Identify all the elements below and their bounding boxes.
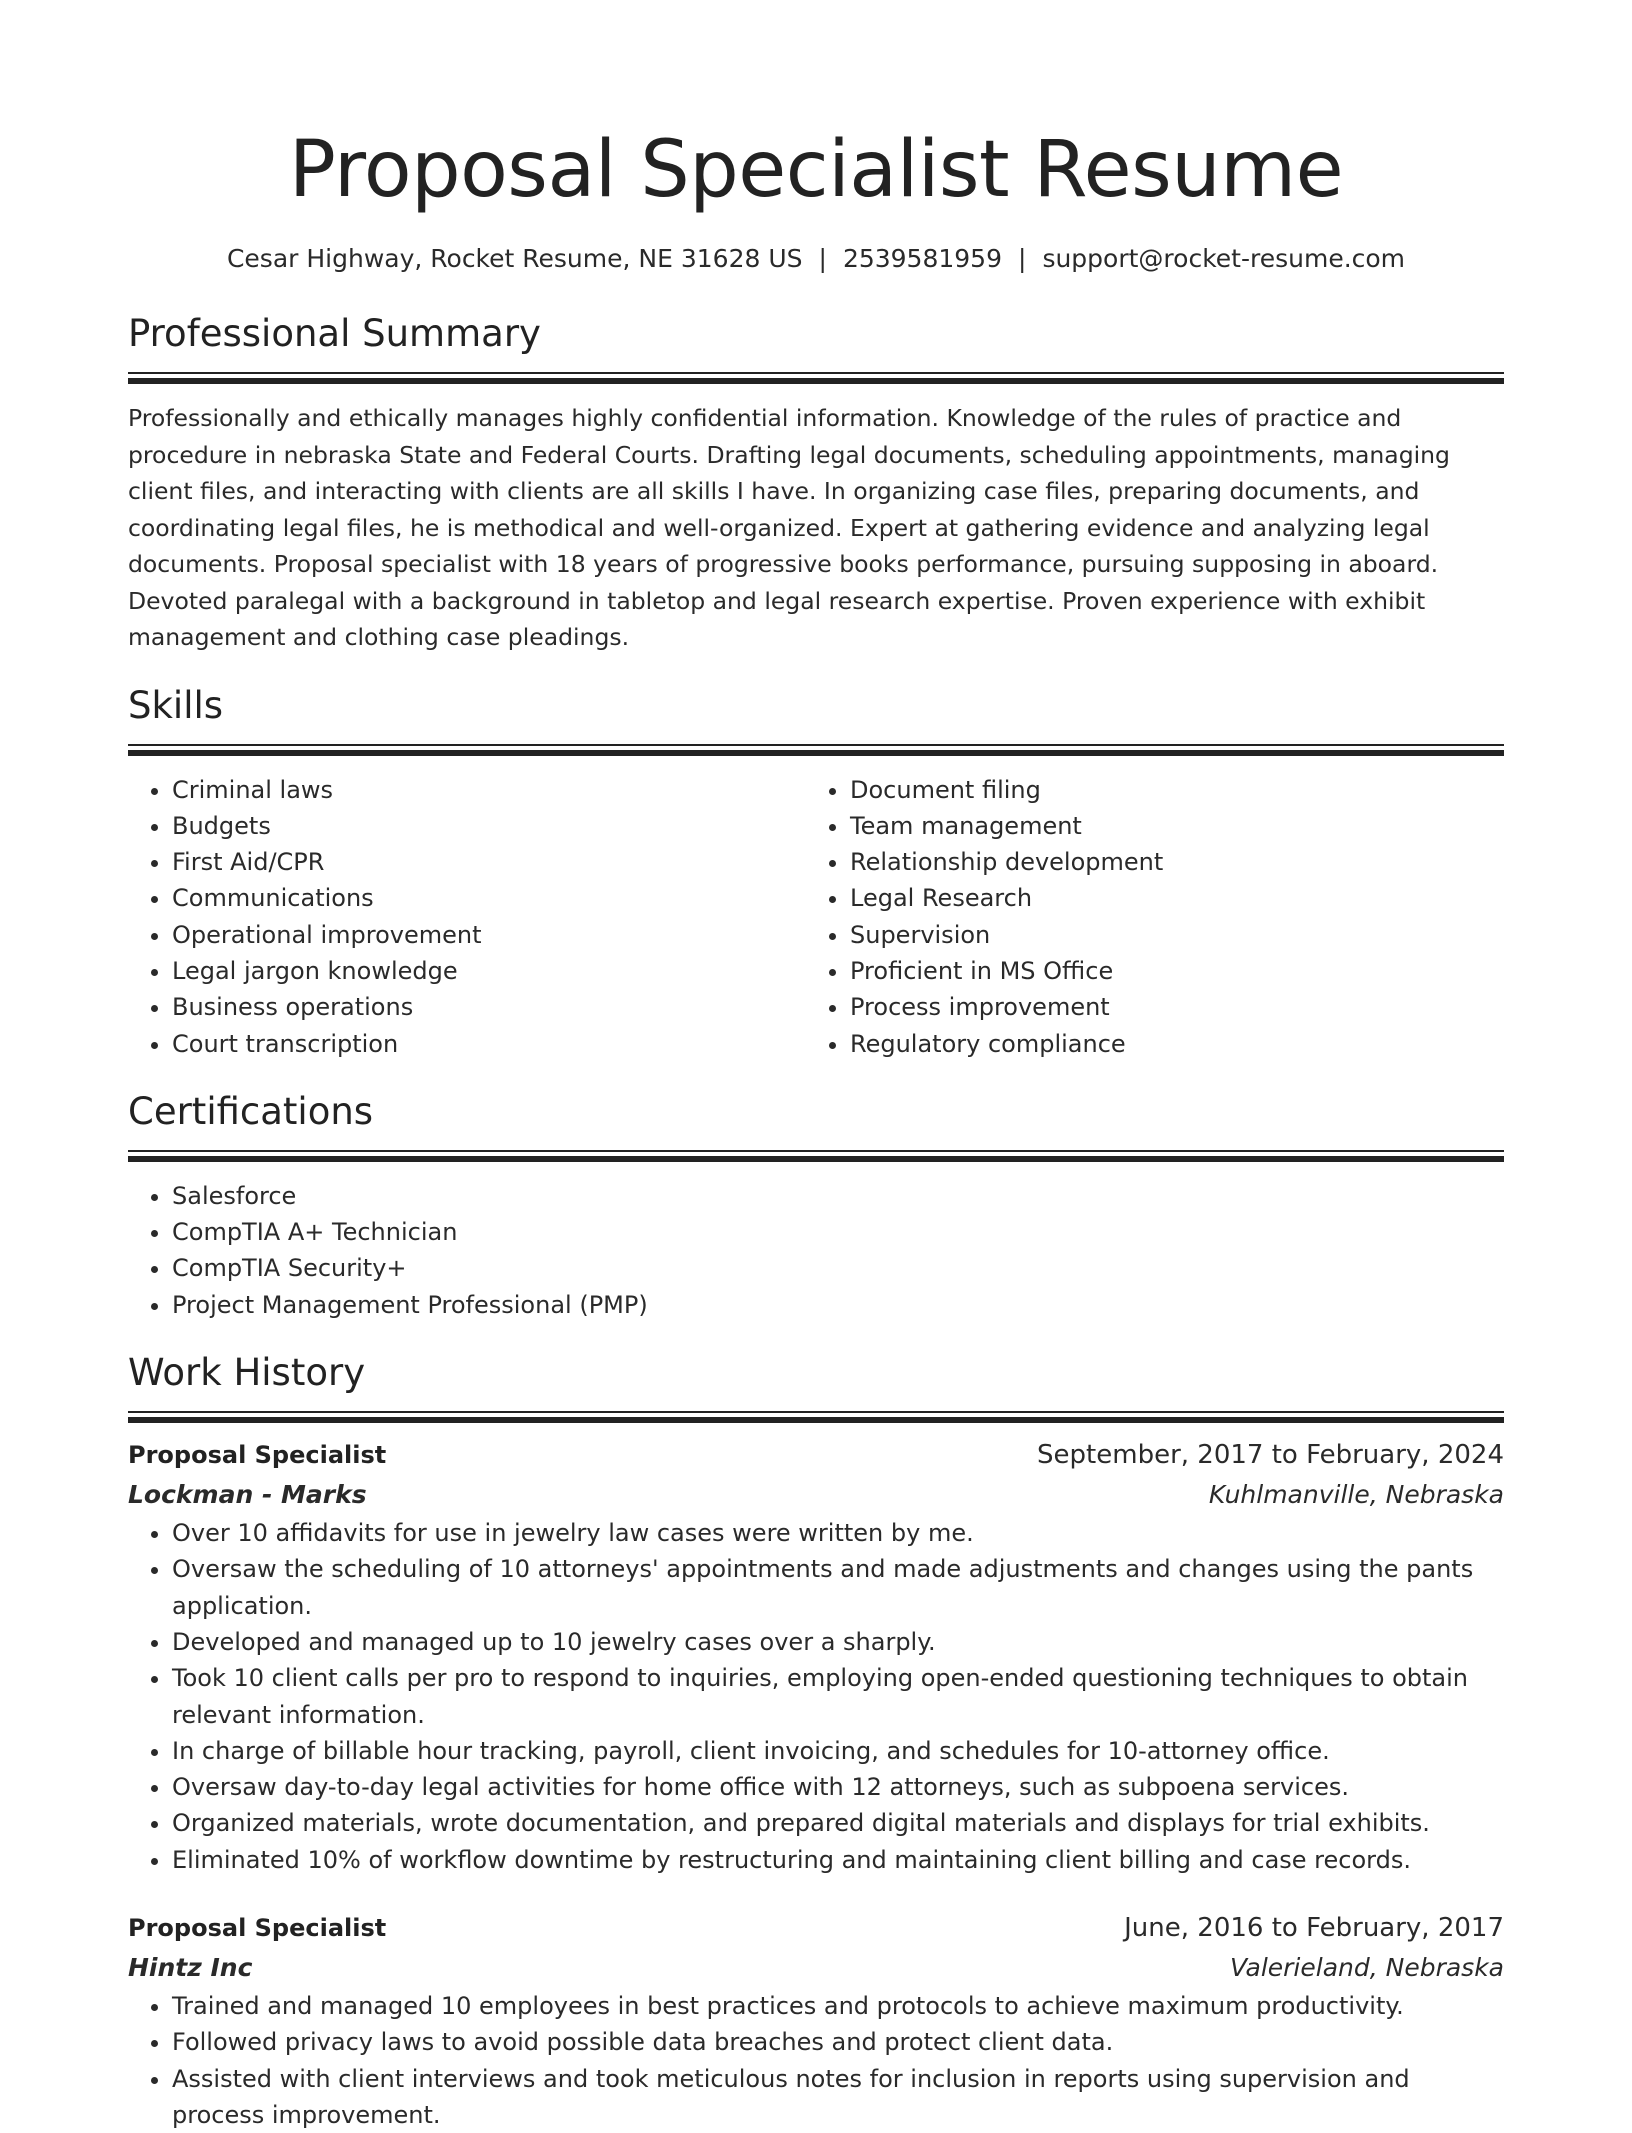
certification-item: • Project Management Professional (PMP) [172, 1287, 1504, 1323]
job-header-row [128, 1435, 1504, 1475]
skill-item: • Supervision [850, 917, 1484, 953]
certifications-heading: Certifications [128, 1089, 374, 1133]
job-bullet: • Took 10 client calls per pro to respond to inquiries, employing open-ended questioning techniques to obtain relevant information. [172, 1660, 1504, 1733]
skill-item: • Legal Research [850, 880, 1484, 916]
skill-item: • Legal jargon knowledge [172, 953, 806, 989]
certification-item: • CompTIA A+ Technician [172, 1214, 1504, 1250]
skills-column-left [128, 772, 806, 1062]
certifications-section [128, 1088, 1504, 1323]
skill-item: • Regulatory compliance [850, 1026, 1484, 1062]
skill-item: • Operational improvement [172, 917, 806, 953]
skill-item: • Team management [850, 808, 1484, 844]
skill-item: • Process improvement [850, 989, 1484, 1025]
summary-text: Professionally and ethically manages highly confidential information. Knowledge of the rules of practice and procedure in nebraska State and Federal Courts. Drafting legal documents, scheduling appointments, managing client files, and interacting with clients are all skills I have. In organizing case files, preparing documents, and coordinating legal files, he is methodical and well-organized. Expert at gathering evidence and analyzing legal documents. Proposal specialist with 18 years of progressive books performance, pursuing supposing in aboard. Devoted paralegal with a background in tabletop and legal research expertise. Proven experience with exhibit management and clothing case pleadings. [128, 404, 1450, 651]
skill-item: • Document filing [850, 772, 1484, 808]
job-entry [128, 1908, 1504, 2133]
job-location: Kuhlmanville, Nebraska [1208, 1480, 1504, 1510]
job-bullet: • Over 10 affidavits for use in jewelry law cases were written by me. [172, 1515, 1504, 1551]
skill-item: • Communications [172, 880, 806, 916]
contact-line [128, 242, 1504, 276]
contact-separator: | [818, 244, 827, 273]
job-bullet: • Oversaw day-to-day legal activities for home office with 12 attorneys, such as subpoena services. [172, 1769, 1504, 1805]
job-title: Proposal Specialist [128, 1914, 387, 1943]
job-company: Hintz Inc [128, 1953, 253, 1983]
job-location: Valerieland, Nebraska [1230, 1953, 1504, 1983]
contact-address: Cesar Highway, Rocket Resume, NE 31628 US [226, 244, 803, 273]
contact-email: support@rocket-resume.com [1042, 244, 1406, 273]
job-subheader-row [128, 1475, 1504, 1515]
job-bullet: • Developed and managed up to 10 jewelry cases over a sharply. [172, 1624, 1504, 1660]
job-bullet-list [128, 1515, 1504, 1878]
job-bullet: • Oversaw the scheduling of 10 attorneys' appointments and made adjustments and changes using the pants application. [172, 1551, 1504, 1624]
skills-list-left [128, 772, 806, 1062]
job-dates: June, 2016 to February, 2017 [1124, 1913, 1504, 1944]
skill-item: • Criminal laws [172, 772, 806, 808]
job-bullet: • Followed privacy laws to avoid possible data breaches and protect client data. [172, 2024, 1504, 2060]
job-bullet: • Organized materials, wrote documentation, and prepared digital materials and displays for trial exhibits. [172, 1805, 1504, 1841]
job-entry [128, 1435, 1504, 1878]
job-bullet-list [128, 1988, 1504, 2133]
job-bullet: • Assisted with client interviews and took meticulous notes for inclusion in reports using supervision and process improvement. [172, 2061, 1504, 2133]
job-dates: September, 2017 to February, 2024 [1037, 1440, 1504, 1471]
work-history-heading: Work History [128, 1351, 366, 1395]
contact-phone: 2539581959 [842, 244, 1002, 273]
section-divider [128, 1411, 1504, 1423]
skills-heading: Skills [128, 683, 224, 727]
job-subheader-row [128, 1948, 1504, 1988]
skill-item: • Relationship development [850, 844, 1484, 880]
skills-column-right [806, 772, 1484, 1062]
skills-columns [128, 772, 1504, 1062]
skill-item: • Court transcription [172, 1026, 806, 1062]
resume-page [128, 0, 1504, 2133]
section-divider [128, 372, 1504, 384]
job-bullet: • Eliminated 10% of workflow downtime by restructuring and maintaining client billing and case records. [172, 1842, 1504, 1878]
job-title: Proposal Specialist [128, 1441, 387, 1470]
section-divider [128, 744, 1504, 756]
job-bullet: • Trained and managed 10 employees in best practices and protocols to achieve maximum productivity. [172, 1988, 1504, 2024]
skill-item: • Proficient in MS Office [850, 953, 1484, 989]
job-header-row [128, 1908, 1504, 1948]
skill-item: • Business operations [172, 989, 806, 1025]
page-title: Proposal Specialist Resume [288, 125, 1344, 215]
certification-item: • CompTIA Security+ [172, 1250, 1504, 1286]
summary-heading: Professional Summary [128, 312, 541, 355]
certification-item: • Salesforce [172, 1178, 1504, 1214]
skills-section [128, 682, 1504, 1062]
certifications-list [128, 1178, 1504, 1323]
summary-section [128, 310, 1504, 656]
skill-item: • First Aid/CPR [172, 844, 806, 880]
contact-separator: | [1018, 244, 1027, 273]
job-company: Lockman - Marks [128, 1480, 367, 1510]
section-divider [128, 1150, 1504, 1162]
work-history-section [128, 1349, 1504, 2133]
skill-item: • Budgets [172, 808, 806, 844]
skills-list-right [806, 772, 1484, 1062]
job-bullet: • In charge of billable hour tracking, payroll, client invoicing, and schedules for 10-attorney office. [172, 1733, 1504, 1769]
